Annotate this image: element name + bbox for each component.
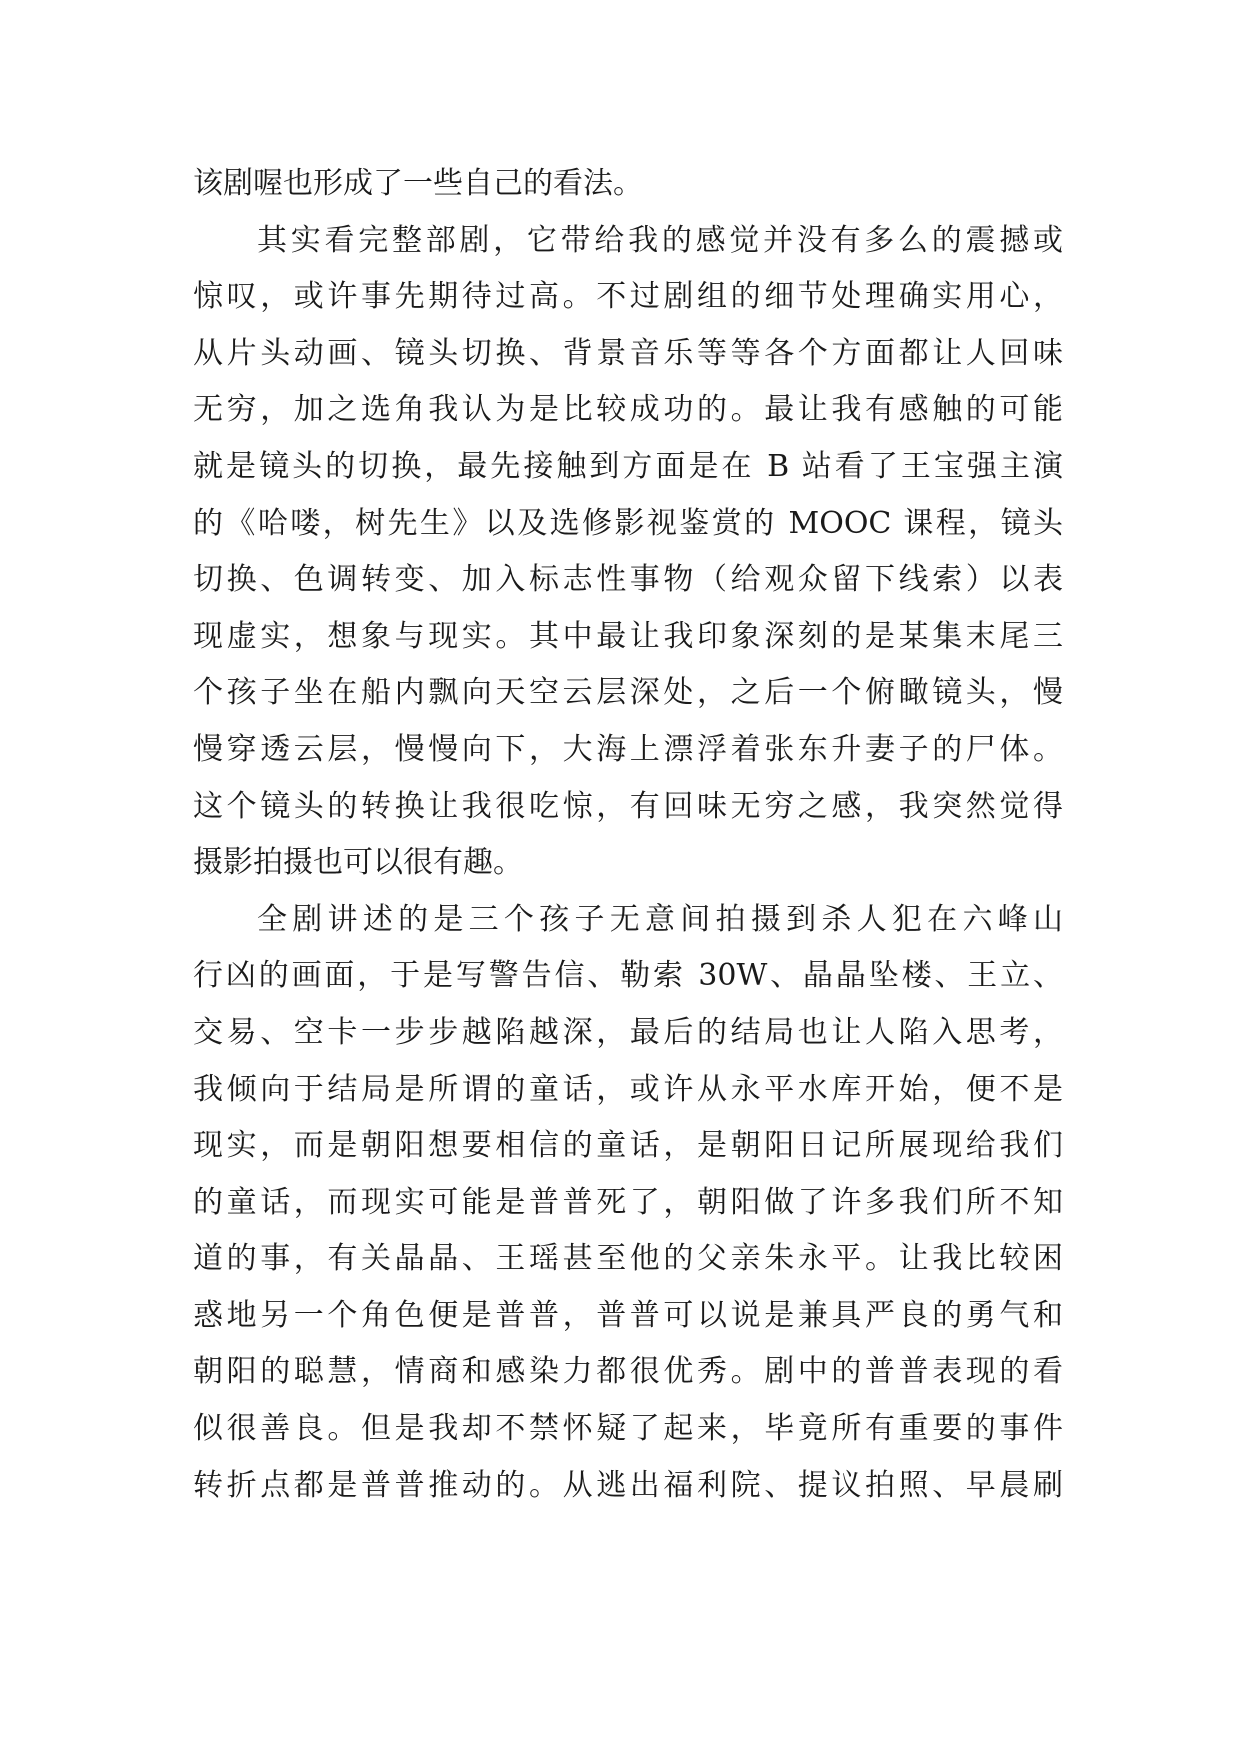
text-line: 现虚实，想象与现实。其中最让我印象深刻的是某集末尾三 [193, 618, 1063, 654]
text-line: 摄影拍摄也可以很有趣。 [193, 845, 523, 881]
paragraph-first-line: 其实看完整部剧，它带给我的感觉并没有多么的震撼或 [257, 222, 1063, 258]
text-line: 惊叹，或许事先期待过高。不过剧组的细节处理确实用心， [193, 279, 1063, 315]
text-line: 转折点都是普普推动的。从逃出福利院、提议拍照、早晨刷 [193, 1467, 1063, 1503]
text-line: 这个镜头的转换让我很吃惊，有回味无穷之感，我突然觉得 [193, 788, 1063, 824]
text-line: 道的事，有关晶晶、王瑶甚至他的父亲朱永平。让我比较困 [193, 1241, 1063, 1277]
text-line: 的《哈喽，树先生》以及选修影视鉴赏的 MOOC 课程，镜头 [193, 505, 1063, 541]
text-line: 惑地另一个角色便是普普，普普可以说是兼具严良的勇气和 [193, 1297, 1063, 1333]
text-line: 慢穿透云层，慢慢向下，大海上漂浮着张东升妻子的尸体。 [193, 731, 1063, 767]
text-line: 就是镜头的切换，最先接触到方面是在 B 站看了王宝强主演 [193, 448, 1063, 484]
text-line: 朝阳的聪慧，情商和感染力都很优秀。剧中的普普表现的看 [193, 1354, 1063, 1390]
body-text [193, 156, 1063, 1514]
text-line: 我倾向于结局是所谓的童话，或许从永平水库开始，便不是 [193, 1071, 1063, 1107]
text-line: 个孩子坐在船内飘向天空云层深处，之后一个俯瞰镜头，慢 [193, 675, 1063, 711]
text-line: 无穷，加之选角我认为是比较成功的。最让我有感触的可能 [193, 392, 1063, 428]
text-line: 似很善良。但是我却不禁怀疑了起来，毕竟所有重要的事件 [193, 1411, 1063, 1447]
text-line: 从片头动画、镜头切换、背景音乐等等各个方面都让人回味 [193, 335, 1063, 371]
text-line: 切换、色调转变、加入标志性事物（给观众留下线索）以表 [193, 562, 1063, 598]
text-line: 交易、空卡一步步越陷越深，最后的结局也让人陷入思考， [193, 1014, 1063, 1050]
text-line: 现实，而是朝阳想要相信的童话，是朝阳日记所展现给我们 [193, 1128, 1063, 1164]
text-line: 该剧喔也形成了一些自己的看法。 [193, 166, 643, 201]
text-line: 行凶的画面，于是写警告信、勒索 30W、晶晶坠楼、王立、 [193, 958, 1063, 994]
text-line: 的童话，而现实可能是普普死了，朝阳做了许多我们所不知 [193, 1184, 1063, 1220]
paragraph-first-line: 全剧讲述的是三个孩子无意间拍摄到杀人犯在六峰山 [257, 901, 1063, 937]
